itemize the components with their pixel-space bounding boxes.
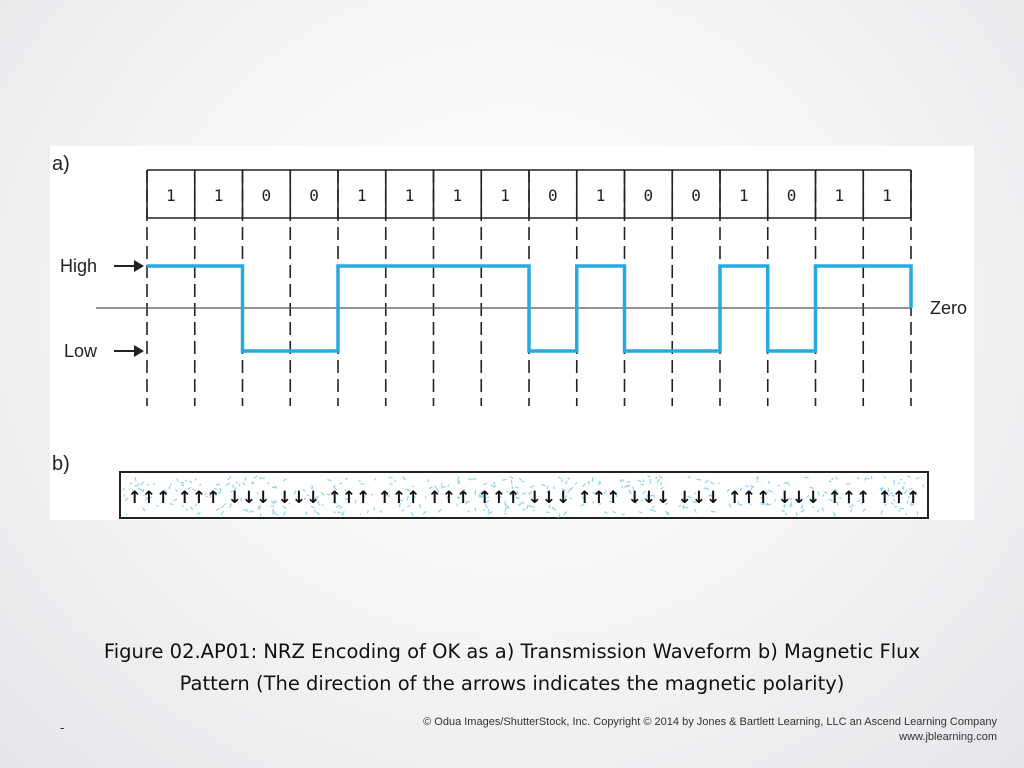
arrow-up-icon: ↑↑↑ (377, 488, 421, 508)
arrow-up-icon: ↑↑↑ (177, 488, 221, 508)
flux-speckle (388, 477, 392, 478)
caption-line-2: Pattern (The direction of the arrows indicates the magnetic polarity) (179, 672, 845, 695)
nrz-figure (50, 146, 974, 520)
flux-speckle (249, 511, 253, 512)
copyright-notice (423, 715, 997, 745)
bit-label: 1 (404, 186, 415, 205)
flux-speckle (522, 481, 525, 482)
flux-speckle (247, 509, 248, 512)
zero-label: Zero (930, 298, 968, 318)
flux-speckle (504, 513, 506, 514)
flux-speckle (661, 482, 662, 485)
flux-speckle (475, 508, 476, 511)
flux-speckle (620, 480, 623, 481)
low-arrow-icon (114, 345, 144, 357)
part-b-label: b) (52, 453, 70, 475)
arrow-up-icon: ↑↑↑ (327, 488, 371, 508)
flux-speckle (546, 512, 549, 513)
bit-label: 1 (213, 186, 224, 205)
bit-label: 0 (548, 186, 558, 205)
flux-speckle (441, 483, 442, 485)
flux-speckle (448, 484, 449, 486)
flux-speckle (221, 506, 224, 507)
flux-speckle (823, 494, 824, 496)
flux-speckle (898, 482, 899, 484)
flux-speckle (259, 477, 261, 478)
copyright-url: www.jblearning.com (899, 731, 997, 743)
high-arrow-icon (114, 260, 144, 272)
arrow-down-icon: ↓↓↓ (527, 488, 571, 508)
flux-speckle (871, 476, 872, 479)
arrow-up-icon: ↑↑↑ (427, 488, 471, 508)
flux-speckle (224, 504, 226, 505)
flux-speckle (358, 481, 360, 482)
arrow-up-icon: ↑↑↑ (877, 488, 921, 508)
arrow-down-icon: ↓↓↓ (677, 488, 721, 508)
flux-speckle (271, 506, 274, 507)
figure-caption (40, 636, 984, 700)
arrow-up-icon: ↑↑↑ (127, 488, 171, 508)
flux-speckle (851, 509, 852, 513)
flux-speckle (904, 483, 906, 484)
arrow-down-icon: ↓↓↓ (227, 488, 271, 508)
caption-line-1: Figure 02.AP01: NRZ Encoding of OK as a) Transmission Waveform b) Magnetic Flux (103, 640, 921, 663)
arrow-up-icon: ↑↑↑ (727, 488, 771, 508)
bit-label: 0 (691, 186, 701, 205)
part-a-label: a) (52, 153, 70, 175)
flux-speckle (623, 479, 624, 481)
arrow-up-icon: ↑↑↑ (827, 488, 871, 508)
figure-panel (50, 146, 974, 520)
flux-speckle (425, 496, 426, 498)
flux-speckle (829, 481, 831, 482)
bit-label: 0 (309, 186, 319, 205)
arrow-up-icon: ↑↑↑ (477, 488, 521, 508)
slide-mark: - (60, 720, 65, 735)
flux-speckle (186, 509, 188, 510)
bit-label: 1 (739, 186, 749, 205)
arrow-down-icon: ↓↓↓ (627, 488, 671, 508)
flux-speckle (475, 490, 476, 495)
bit-label: 1 (452, 186, 463, 205)
flux-speckle (147, 484, 149, 485)
bit-label: 0 (643, 186, 654, 205)
bit-label: 1 (166, 186, 176, 205)
bit-label: 0 (786, 186, 797, 205)
low-label: Low (64, 341, 98, 361)
arrow-down-icon: ↓↓↓ (277, 488, 321, 508)
bit-label: 1 (834, 186, 845, 205)
high-label: High (60, 256, 98, 276)
arrow-down-icon: ↓↓↓ (777, 488, 821, 508)
flux-speckle (322, 505, 324, 506)
bit-label: 1 (357, 186, 367, 205)
arrow-up-icon: ↑↑↑ (577, 488, 621, 508)
bit-label: 1 (500, 186, 510, 205)
flux-speckle (327, 480, 331, 481)
bit-label: 0 (261, 186, 272, 205)
bit-label: 1 (595, 186, 606, 205)
bit-label: 1 (882, 186, 892, 205)
copyright-line-1: © Odua Images/ShutterStock, Inc. Copyright © 2014 by Jones & Bartlett Learning, LLC an Ascend Learning Company (423, 716, 997, 728)
flux-speckle (696, 479, 701, 480)
